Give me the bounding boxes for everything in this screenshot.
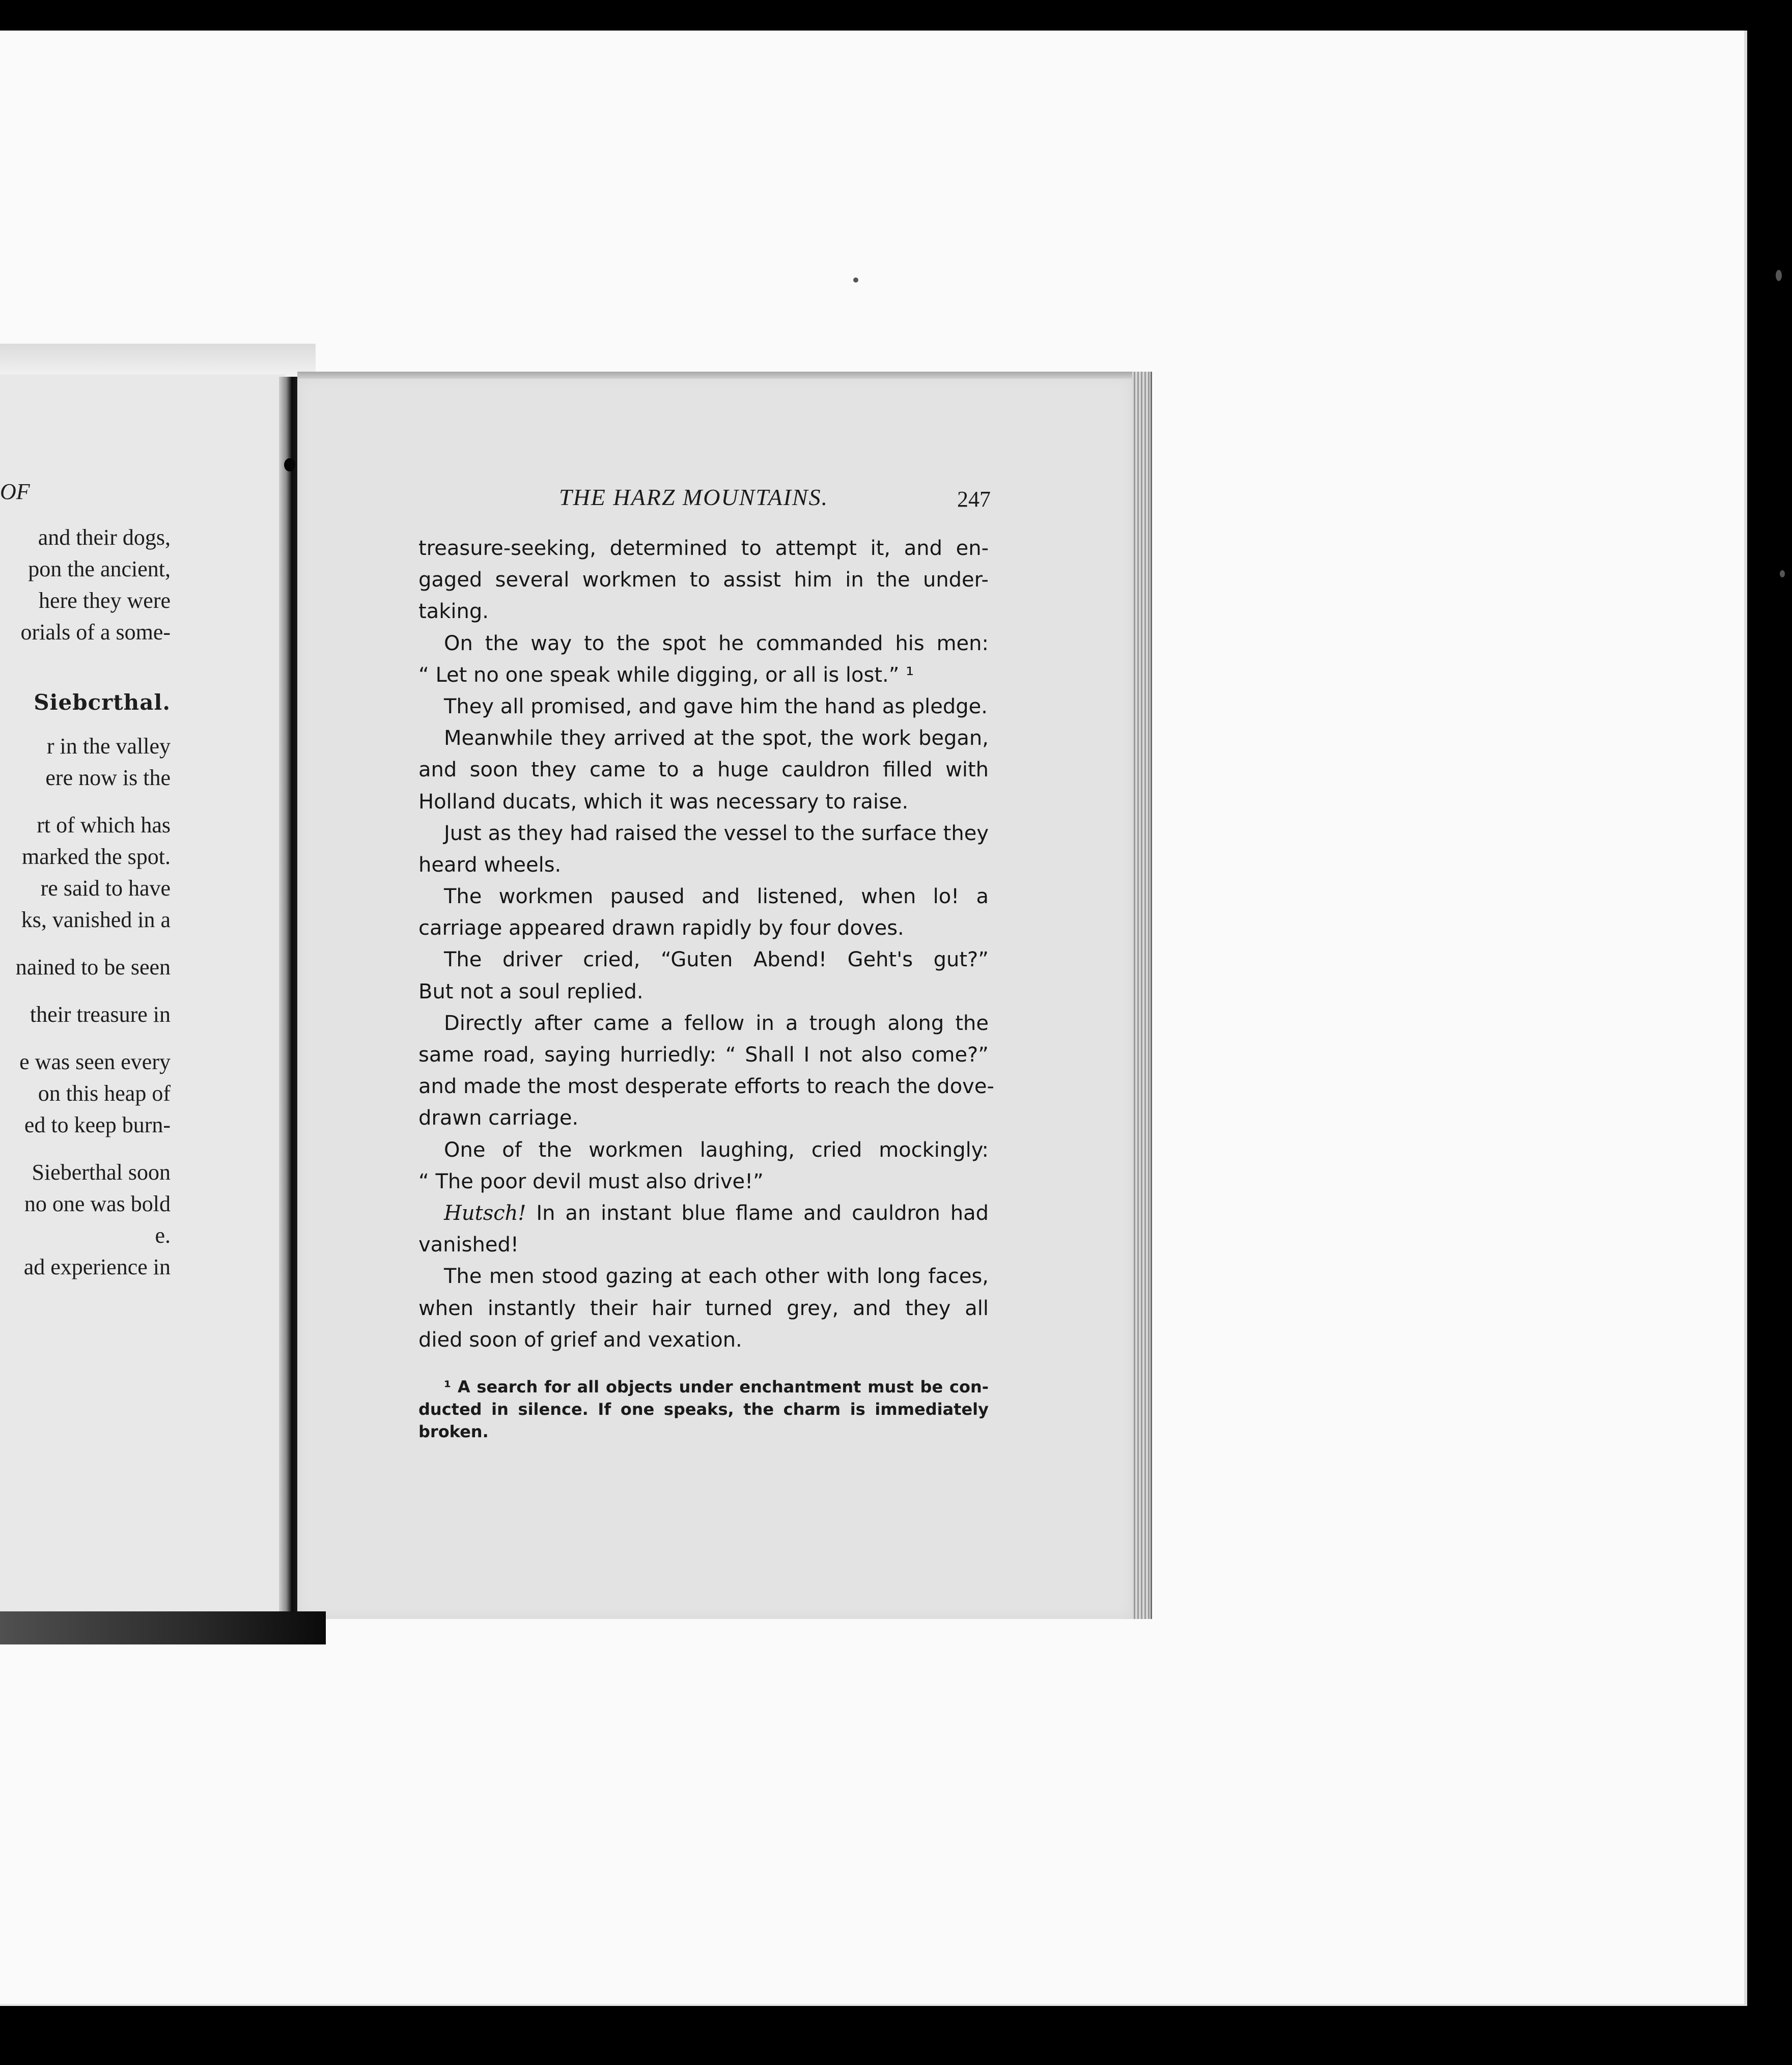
text-line: when instantly their hair turned grey, and they all [418,1296,989,1320]
text-line: Holland ducats, which it was necessary to raise. [418,790,909,814]
left-page [0,374,285,1616]
book-bottom-edge [0,1611,326,1644]
left-running-head: OF [0,479,30,504]
left-line: re said to have [40,876,171,901]
text-line: same road, saying hurriedly: “ Shall I not also come?” [418,1043,989,1067]
text-line: carriage appeared drawn rapidly by four doves. [418,916,904,940]
left-line: and their dogs, [38,525,171,550]
page-number: 247 [957,487,991,512]
left-line: ere now is the [45,765,171,790]
text-line: Meanwhile they arrived at the spot, the work began, [444,727,989,750]
body-text [418,533,994,1356]
text-line: But not a soul replied. [418,980,643,1003]
text-line: They all promised, and gave him the hand as pledge. [444,694,988,718]
left-line: pon the ancient, [28,556,171,581]
left-line: e. [155,1223,171,1248]
text-line: drawn carriage. [418,1106,579,1130]
left-line: orials of a some- [20,620,171,645]
left-line: e was seen every [19,1049,171,1074]
text-line: On the way to the spot he commanded his men: [444,631,989,655]
left-line: ad experience in [23,1254,171,1279]
left-line: ks, vanished in a [21,907,171,932]
text-line-rest: In an instant blue flame and cauldron had [536,1201,989,1225]
left-line: marked the spot. [21,844,171,869]
text-line: Directly after came a fellow in a trough along the [444,1011,989,1035]
text-line: The men stood gazing at each other with long faces, [444,1265,989,1289]
film-speck [853,277,858,283]
film-speck [1776,270,1782,281]
text-line: “ Let no one speak while digging, or all is lost.” ¹ [418,663,914,687]
left-line: nained to be seen [15,955,171,980]
text-line: and made the most desperate efforts to reach the dove- [418,1075,994,1099]
text-line: “ The poor devil must also drive!” [418,1169,764,1193]
text-line: Just as they had raised the vessel to the surface they [444,821,989,845]
left-section-heading: Siebcrthal. [34,690,171,715]
left-line: their treasure in [30,1002,171,1027]
text-line: The workmen paused and listened, when lo! a [444,885,989,909]
footnote-line: ¹ A search for all objects under enchantment must be con- [444,1377,989,1397]
text-line: One of the workmen laughing, cried mockingly: [444,1138,989,1162]
text-line: died soon of grief and vexation. [418,1328,742,1352]
page-top-edge [297,372,1132,379]
left-line: no one was bold [24,1191,171,1216]
text-line: vanished! [418,1233,519,1257]
book-gutter [279,377,297,1619]
film-speck [1780,570,1785,577]
binding-thread [284,458,295,471]
text-line: taking. [418,600,489,624]
left-line: ed to keep burn- [24,1112,171,1137]
text-line: and soon they came to a huge cauldron filled with [418,758,989,782]
text-line: heard wheels. [418,853,562,877]
italic-exclamation: Hutsch! [444,1201,526,1225]
running-head: THE HARZ MOUNTAINS. [559,484,829,510]
left-line: r in the valley [46,734,171,759]
text-line: gaged several workmen to assist him in the under- [418,568,989,592]
footnote-line: ducted in silence. If one speaks, the charm is immediately [418,1400,989,1419]
footnote [418,1376,989,1443]
text-line: treasure-seeking, determined to attempt it, and en- [418,537,989,560]
left-line: Sieberthal soon [32,1160,171,1185]
footnote-line: broken. [418,1422,489,1441]
text-line: The driver cried, “Guten Abend! Geht's gut?” [444,948,989,972]
left-line: here they were [39,588,171,613]
left-line: on this heap of [38,1081,171,1106]
text-line [418,1197,989,1229]
left-line: rt of which has [37,813,171,838]
